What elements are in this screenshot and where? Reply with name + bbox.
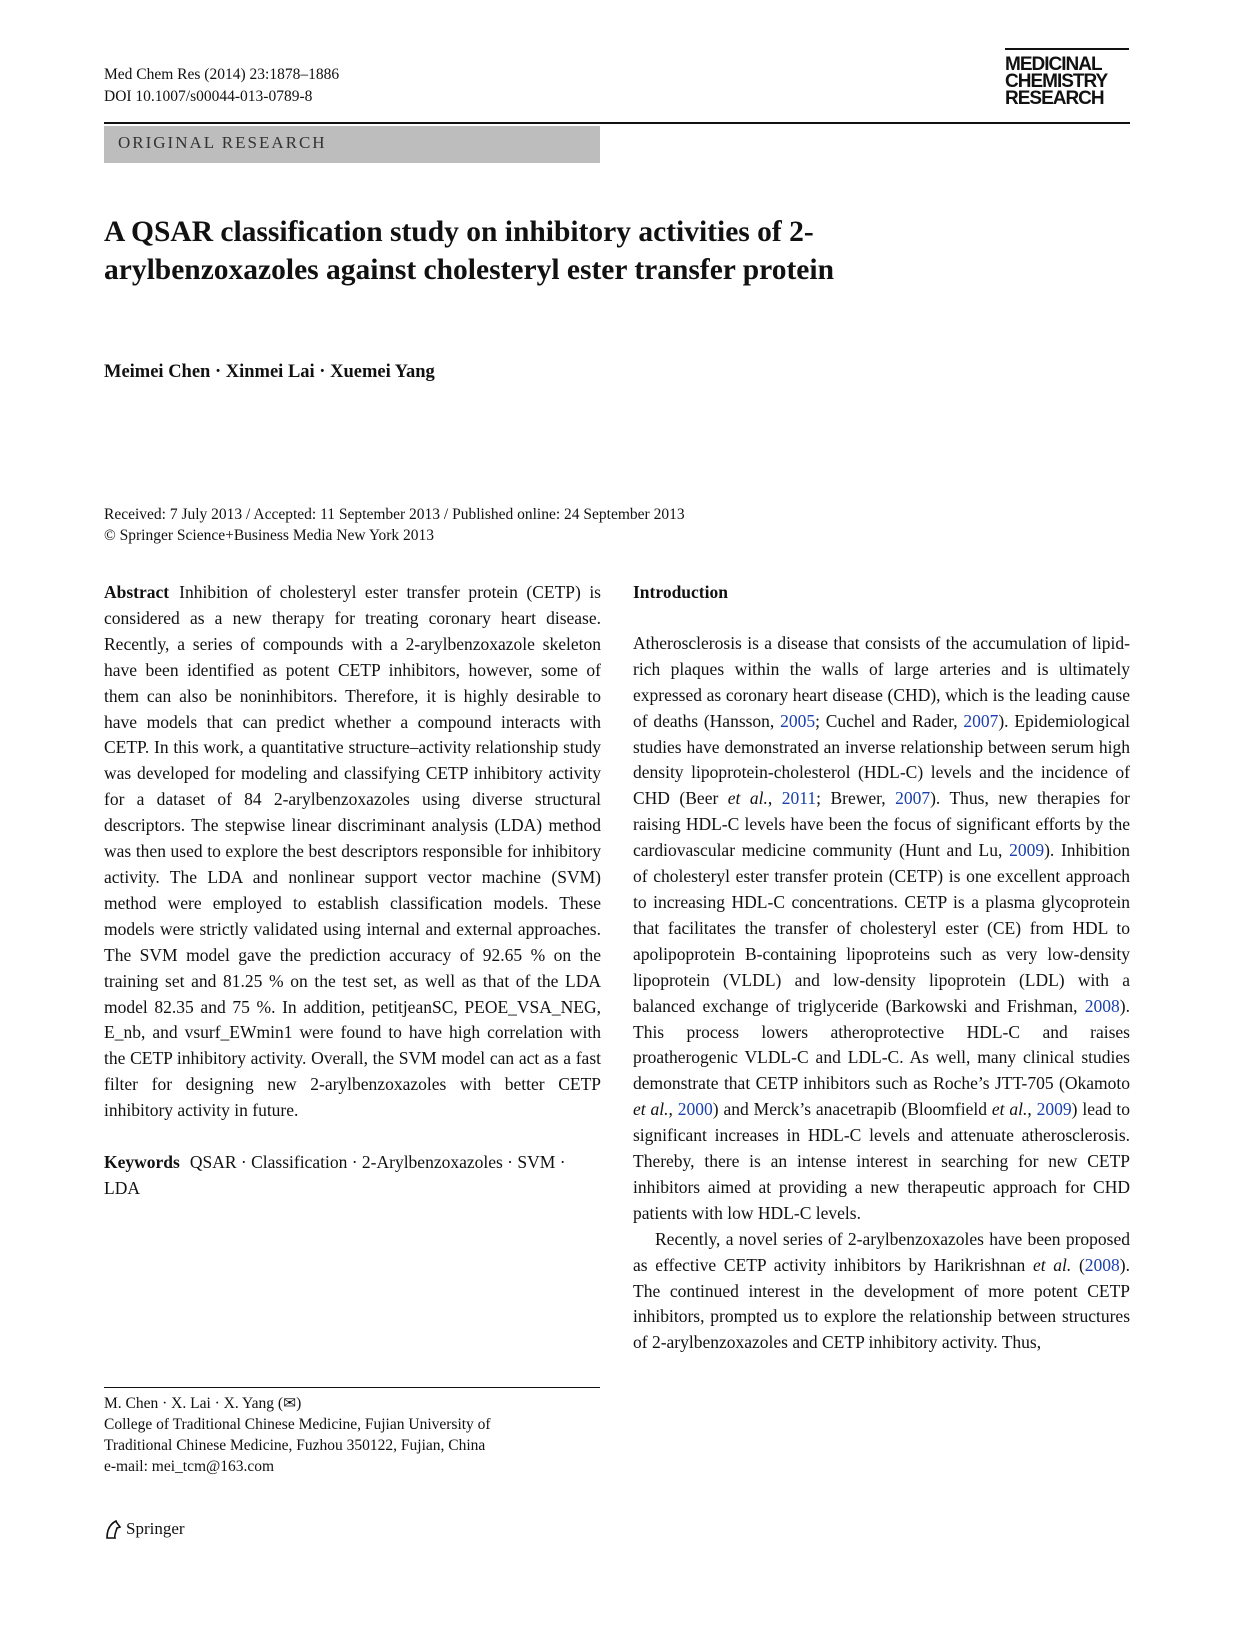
logo-line-3: RESEARCH — [1005, 88, 1104, 109]
logo-line-2: CHEMISTRY — [1005, 71, 1108, 92]
keywords-label: Keywords — [104, 1152, 180, 1173]
text-run: ). This process lowers atheroprotective HDL-C and raises proatherogenic VLDL-C and LDL-C. As well, many clinical studies demonstrate that CETP inhibitors such as Roche’s JTT-705 (Okamoto — [633, 995, 1130, 1094]
et-al: et al. — [1032, 1254, 1072, 1275]
abstract-label: Abstract — [104, 582, 170, 602]
journal-line: Med Chem Res (2014) 23:1878–1886 — [104, 66, 340, 83]
author-list: Meimei Chen · Xinmei Lai · Xuemei Yang — [104, 362, 435, 382]
left-column — [104, 580, 601, 1202]
affiliation-authors: M. Chen · X. Lai · X. Yang (✉) — [104, 1395, 302, 1412]
citation-link[interactable]: 2000 — [677, 1099, 713, 1120]
citation-link[interactable]: 2007 — [963, 710, 999, 731]
citation-link[interactable]: 2005 — [780, 710, 816, 731]
abstract-text: Inhibition of cholesteryl ester transfer protein (CETP) is considered as a new therapy for treating coronary heart disease. Recently, a series of compounds with a 2-arylbenzoxazole skeleton have been identified as potent CETP inhibitors, however, some of them can also be noninhibitors. Therefore, it is highly desirable to have models that can predict whether a compound interacts with CETP. In this work, a quantitative structure–activity relationship study was developed for modeling and classifying CETP inhibitory activity for a dataset of 84 2-arylbenzoxazoles using diverse structural descriptors. The stepwise linear discriminant analysis (LDA) method was then used to explore the best descriptors responsible for inhibitory activity. The LDA and nonlinear support vector machine (SVM) method were employed to establish classification models. These models were strictly validated using internal and external approaches. The SVM model gave the prediction accuracy of 92.65 % on the training set and 81.25 % on the test set, as well as that of the LDA model 82.35 and 75 %. In addition, petitjeanSC, PEOE_VSA_NEG, E_nb, and vsurf_EWmin1 were found to have high correlation with the CETP inhibitory activity. Overall, the SVM model can act as a fast filter for designing new 2-arylbenzoxazoles with better CETP inhibitory activity in future. — [104, 582, 601, 1121]
citation-link[interactable]: 2009 — [1009, 840, 1045, 861]
text-run: ) lead to significant increases in HDL-C levels and attenuate atherosclerosis. Thereby, there is an intense interest in searching for new CETP inhibitors aimed at providing a new therapeutic approach for CHD patients with low HDL-C levels. — [633, 1099, 1131, 1223]
et-al: et al. — [991, 1099, 1028, 1120]
text-run: , — [668, 1099, 678, 1120]
affiliation-line-2: Traditional Chinese Medicine, Fuzhou 350122, Fujian, China — [104, 1437, 486, 1454]
affiliation — [104, 1393, 491, 1477]
text-run: ). Epidemiological studies have demonstrated an inverse relationship between serum high density lipoprotein-cholesterol (HDL-C) levels and the incidence of CHD (Beer — [633, 710, 1130, 809]
affiliation-line-1: College of Traditional Chinese Medicine, Fujian University of — [104, 1416, 491, 1433]
text-run: Atherosclerosis is a disease that consists of the accumulation of lipid-rich plaques within the walls of large arteries and is ultimately expressed as coronary heart disease (CHD), which is the leading cause of deaths (Hansson, — [633, 632, 1130, 731]
right-column — [633, 580, 1130, 1356]
article-type: ORIGINAL RESEARCH — [118, 133, 327, 152]
journal-citation — [104, 64, 339, 108]
et-al: et al. — [727, 788, 768, 809]
text-run: ) and Merck’s anacetrapib (Bloomfield — [712, 1099, 992, 1120]
keywords-text: QSAR · Classification · 2-Arylbenzoxazoles · SVM · LDA — [104, 1152, 566, 1198]
text-run: ). Inhibition of cholesteryl ester transfer protein (CETP) is one excellent approach to increasing HDL-C concentrations. CETP is a plasma glycoprotein that facilitates the transfer of cholesteryl ester (CE) from HDL to apolipoprotein B-containing lipoproteins such as very low-density lipoprotein (VLDL) and low-density lipoprotein (LDL) with a balanced exchange of triglyceride (Barkowski and Frishman, — [633, 840, 1131, 1016]
doi-line: DOI 10.1007/s00044-013-0789-8 — [104, 88, 313, 105]
copyright-line: © Springer Science+Business Media New York 2013 — [104, 527, 435, 544]
citation-link[interactable]: 2008 — [1084, 1254, 1120, 1275]
intro-paragraph-1 — [633, 631, 1130, 1227]
text-run: , — [767, 788, 782, 809]
springer-horse-icon — [104, 1518, 122, 1540]
introduction-heading: Introduction — [633, 582, 728, 602]
text-run: ). Thus, new therapies for raising HDL-C levels have been the focus of significant efforts by the cardiovascular medicine community (Hunt and Lu, — [633, 788, 1131, 861]
text-run: Recently, a novel series of 2-arylbenzoxazoles have been proposed as effective CETP activity inhibitors by Harikrishnan — [633, 1228, 1130, 1275]
text-run: ; Brewer, — [816, 788, 896, 809]
citation-link[interactable]: 2008 — [1084, 995, 1120, 1016]
affiliation-email[interactable]: e-mail: mei_tcm@163.com — [104, 1458, 275, 1475]
header-rule — [104, 122, 1130, 124]
publisher-name: Springer — [126, 1519, 185, 1538]
citation-link[interactable]: 2007 — [895, 788, 931, 809]
history-line: Received: 7 July 2013 / Accepted: 11 September 2013 / Published online: 24 September 2013 — [104, 506, 685, 523]
article-type-bar — [104, 126, 600, 163]
citation-link[interactable]: 2011 — [781, 788, 817, 809]
page-footer — [104, 1518, 185, 1540]
citation-link[interactable]: 2009 — [1036, 1099, 1072, 1120]
journal-logo — [1005, 48, 1129, 107]
text-run: ( — [1071, 1254, 1085, 1275]
affiliation-rule — [104, 1387, 600, 1388]
et-al: et al. — [633, 1099, 669, 1120]
logo-line-1: MEDICINAL — [1005, 54, 1102, 75]
abstract — [104, 580, 601, 1124]
text-run: ). The continued interest in the development of more potent CETP inhibitors, prompted us to explore the relationship between structures of 2-arylbenzoxazoles and CETP inhibitory activity. Thus, — [633, 1254, 1130, 1353]
paper-title: A QSAR classification study on inhibitory activities of 2-arylbenzoxazoles against cholesteryl ester transfer protein — [104, 216, 834, 286]
publication-dates — [104, 504, 685, 546]
text-run: ; Cuchel and Rader, — [815, 710, 964, 731]
intro-paragraph-2 — [633, 1227, 1130, 1357]
text-run: , — [1027, 1099, 1037, 1120]
keywords — [104, 1150, 601, 1202]
